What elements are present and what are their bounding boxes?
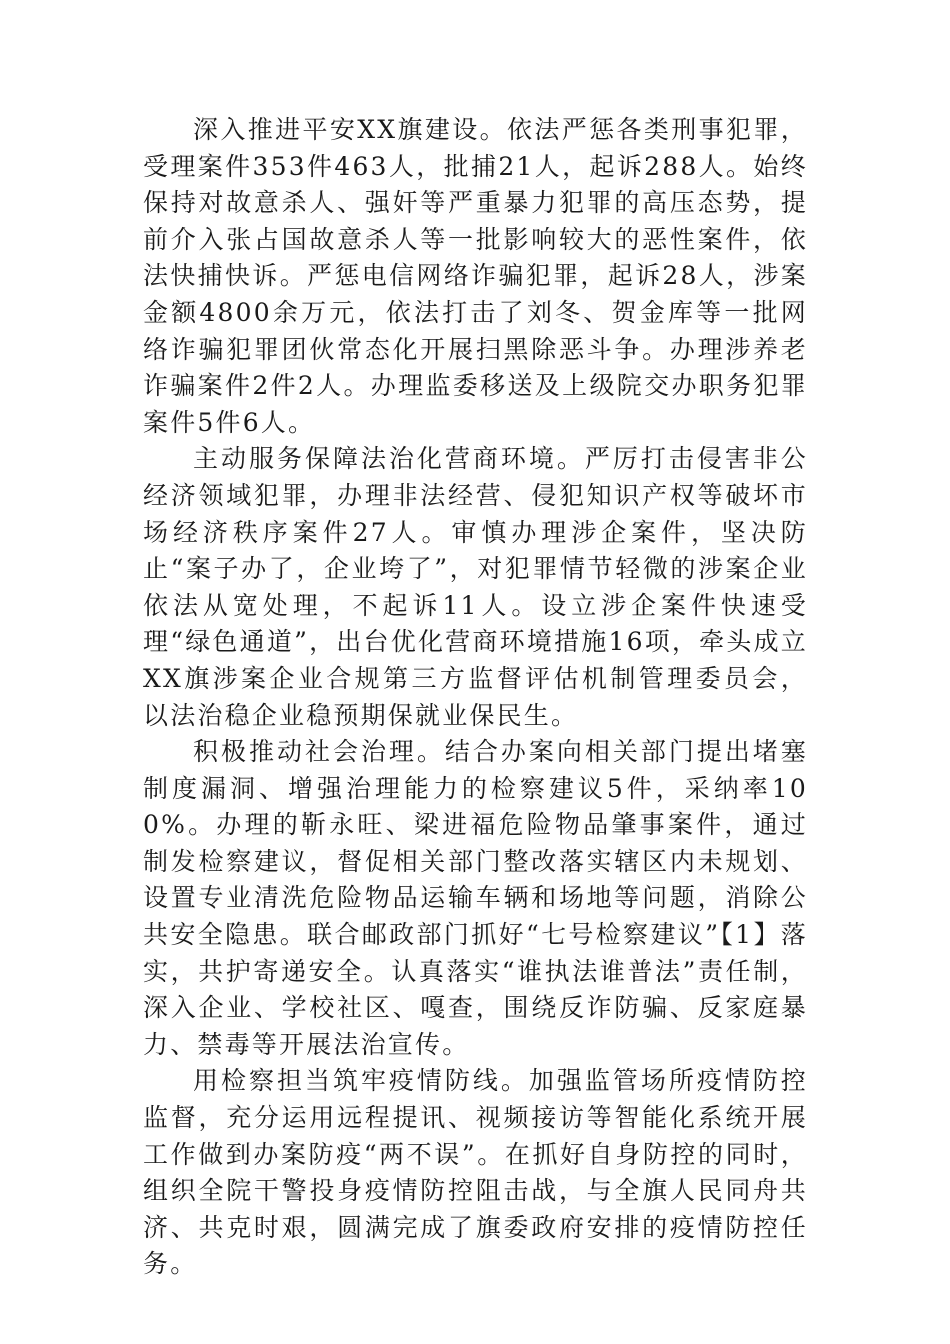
paragraph-social-governance: 积极推动社会治理。结合办案向相关部门提出堵塞制度漏洞、增强治理能力的检察建议5件，采纳率100%。办理的靳永旺、梁进福危险物品肇事案件，通过制发检察建议，督促相关部门整改落实辖区内未规划、设置专业清洗危险物品运输车辆和场地等问题，消除公共安全隐患。联合邮政部门抓好“七号检察建议”【1】落实，共护寄递安全。认真落实“谁执法谁普法”责任制，深入企业、学校社区、嘎查，围绕反诈防骗、反家庭暴力、禁毒等开展法治宣传。 [143, 737, 808, 1059]
paragraph-epidemic-prevention: 用检察担当筑牢疫情防线。加强监管场所疫情防控监督，充分运用远程提讯、视频接访等智能化系统开展工作做到办案防疫“两不误”。在抓好自身防控的同时，组织全院干警投身疫情防控阻击战，与全旗人民同舟共济、共克时艰，圆满完成了旗委政府安排的疫情防控任务。 [143, 1066, 808, 1279]
paragraph-business-environment: 主动服务保障法治化营商环境。严厉打击侵害非公经济领域犯罪，办理非法经营、侵犯知识产权等破坏市场经济秩序案件27人。审慎办理涉企案件，坚决防止“案子办了，企业垮了”，对犯罪情节轻微的涉案企业依法从宽处理，不起诉11人。设立涉企案件快速受理“绿色通道”，出台优化营商环境措施16项，牵头成立XX旗涉案企业合规第三方监督评估机制管理委员会，以法治稳企业稳预期保就业保民生。 [143, 444, 808, 730]
document-body [143, 112, 808, 1283]
paragraph-public-safety: 深入推进平安XX旗建设。依法严惩各类刑事犯罪，受理案件353件463人，批捕21人，起诉288人。始终保持对故意杀人、强奸等严重暴力犯罪的高压态势，提前介入张占国故意杀人等一批影响较大的恶性案件，依法快捕快诉。严惩电信网络诈骗犯罪，起诉28人，涉案金额4800余万元，依法打击了刘冬、贺金库等一批网络诈骗犯罪团伙常态化开展扫黑除恶斗争。办理涉养老诈骗案件2件2人。办理监委移送及上级院交办职务犯罪案件5件6人。 [143, 115, 808, 437]
